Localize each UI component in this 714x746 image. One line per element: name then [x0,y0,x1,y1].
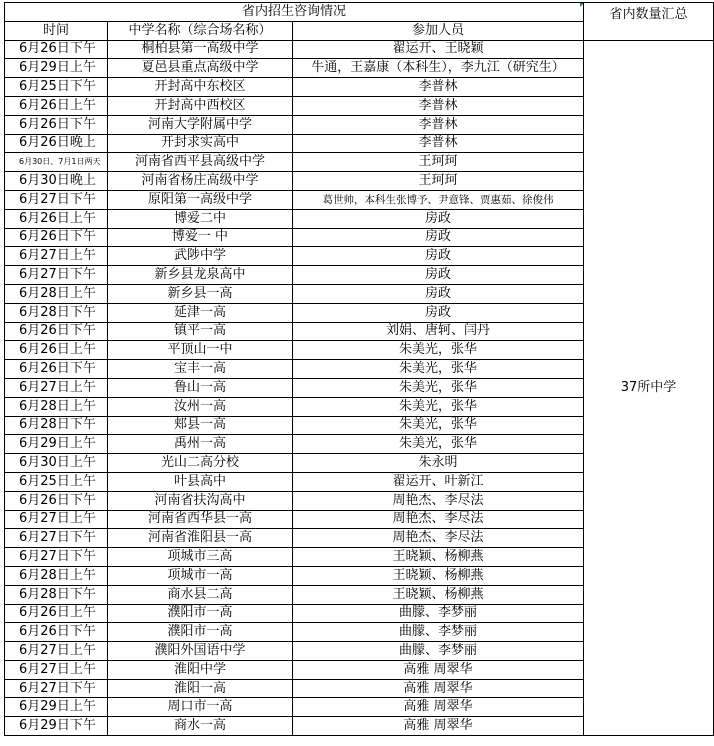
cell-people: 朱美光，张华 [293,341,584,360]
cell-time: 6月28日下午 [5,303,108,322]
cell-school: 汝州一高 [108,397,293,416]
cell-school: 濮阳外国语中学 [108,642,293,661]
cell-school: 博爱一 中 [108,228,293,247]
cell-people: 朱美光，张华 [293,378,584,397]
cell-time: 6月26日下午 [5,115,108,134]
cell-time: 6月26日上午 [5,96,108,115]
cell-time: 6月29日上午 [5,59,108,78]
cell-people: 周艳杰、李尽法 [293,491,584,510]
cell-people: 朱美光，张华 [293,435,584,454]
cell-people: 房政 [293,228,584,247]
cell-school: 原阳第一高级中学 [108,190,293,209]
cell-time: 6月27日上午 [5,378,108,397]
cell-time: 6月26日上午 [5,341,108,360]
cell-people: 李普林 [293,115,584,134]
cell-time: 6月28日上午 [5,566,108,585]
cell-school: 新乡县龙泉高中 [108,266,293,285]
cell-time: 6月27日下午 [5,190,108,209]
cell-school: 淮阳中学 [108,660,293,679]
header-people: 参加人员 [293,21,584,40]
cell-time: 6月29日上午 [5,435,108,454]
cell-school: 桐柏县第一高级中学 [108,40,293,59]
cell-school: 开封高中西校区 [108,96,293,115]
cell-people: 王珂珂 [293,172,584,191]
cell-school: 新乡县一高 [108,284,293,303]
cell-time: 6月27日上午 [5,510,108,529]
cell-people: 高雅 周翠华 [293,717,584,736]
cell-school: 郏县一高 [108,416,293,435]
cell-school: 濮阳市一高 [108,623,293,642]
cell-people: 周艳杰、李尽法 [293,510,584,529]
cell-people: 周艳杰、李尽法 [293,529,584,548]
cell-school: 淮阳一高 [108,679,293,698]
cell-people: 刘娟、唐轲、闫丹 [293,322,584,341]
cell-school: 商水一高 [108,717,293,736]
cell-time: 6月26日下午 [5,228,108,247]
cell-school: 河南省杨庄高级中学 [108,172,293,191]
cell-time: 6月27日下午 [5,266,108,285]
cell-time: 6月30日、7月1日两天 [5,153,108,172]
cell-people: 房政 [293,209,584,228]
cell-people: 王晓颖、杨柳燕 [293,585,584,604]
cell-time: 6月27日下午 [5,679,108,698]
summary-value: 37所中学 [584,40,714,735]
cell-school: 河南大学附属中学 [108,115,293,134]
cell-time: 6月26日下午 [5,360,108,379]
cell-people: 牛通，王嘉康（本科生），李九江（研究生） [293,59,584,78]
cell-school: 平顶山一中 [108,341,293,360]
cell-time: 6月29日下午 [5,717,108,736]
enrollment-table [4,2,714,736]
header-school: 中学名称（综合场名称） [108,21,293,40]
cell-people: 朱美光，张华 [293,360,584,379]
cell-time: 6月26日下午 [5,491,108,510]
cell-school: 博爱二中 [108,209,293,228]
cell-time: 6月28日上午 [5,397,108,416]
cell-time: 6月26日下午 [5,322,108,341]
summary-title: 省内数量汇总 [584,3,714,41]
cell-school: 武陟中学 [108,247,293,266]
cell-people: 房政 [293,266,584,285]
cell-school: 河南省扶沟高中 [108,491,293,510]
cell-people: 李普林 [293,78,584,97]
cell-school: 项城市三高 [108,548,293,567]
cell-time: 6月26日上午 [5,604,108,623]
cell-people: 房政 [293,303,584,322]
cell-time: 6月28日下午 [5,585,108,604]
cell-people: 房政 [293,247,584,266]
table-row [5,40,714,59]
cell-people: 翟运开、王晓颖 [293,40,584,59]
cell-school: 濮阳市一高 [108,604,293,623]
cell-people: 王晓颖、杨柳燕 [293,548,584,567]
cell-school: 光山二高分校 [108,454,293,473]
cell-people: 葛世帅，本科生张博予、尹意锋、贾惠茹、徐俊伟 [293,190,584,209]
cell-school: 河南省西华县一高 [108,510,293,529]
cell-school: 宝丰一高 [108,360,293,379]
title-row [5,3,714,22]
table-title: 省内招生咨询情况 [5,3,584,22]
cell-school: 夏邑县重点高级中学 [108,59,293,78]
cell-school: 商水县二高 [108,585,293,604]
cell-school: 周口市一高 [108,698,293,717]
cell-time: 6月27日上午 [5,642,108,661]
cell-school: 叶县高中 [108,472,293,491]
cell-time: 6月25日下午 [5,78,108,97]
cell-people: 翟运开、叶新江 [293,472,584,491]
cell-time: 6月28日下午 [5,416,108,435]
cell-time: 6月26日下午 [5,623,108,642]
cell-time: 6月28日上午 [5,284,108,303]
cell-time: 6月27日上午 [5,660,108,679]
cell-people: 朱美光，张华 [293,416,584,435]
cell-people: 李普林 [293,96,584,115]
cell-school: 镇平一高 [108,322,293,341]
cell-school: 禹州一高 [108,435,293,454]
header-time: 时间 [5,21,108,40]
cell-people: 高雅 周翠华 [293,660,584,679]
cell-school: 项城市一高 [108,566,293,585]
cell-people: 曲朦、李梦丽 [293,642,584,661]
cell-people: 曲朦、李梦丽 [293,604,584,623]
cell-people: 朱美光，张华 [293,397,584,416]
cell-school: 河南省西平县高级中学 [108,153,293,172]
cell-school: 河南省淮阳县一高 [108,529,293,548]
cell-time: 6月26日下午 [5,40,108,59]
cell-time: 6月30日上午 [5,454,108,473]
cell-people: 房政 [293,284,584,303]
cell-time: 6月25日上午 [5,472,108,491]
cell-school: 延津一高 [108,303,293,322]
cell-people: 朱永明 [293,454,584,473]
cell-time: 6月30日晚上 [5,172,108,191]
cell-people: 李普林 [293,134,584,153]
cell-time: 6月27日下午 [5,529,108,548]
cell-time: 6月29日上午 [5,698,108,717]
cell-school: 开封高中东校区 [108,78,293,97]
cell-school: 鲁山一高 [108,378,293,397]
cell-time: 6月27日上午 [5,247,108,266]
cell-people: 高雅 周翠华 [293,679,584,698]
cell-people: 曲朦、李梦丽 [293,623,584,642]
cell-people: 高雅 周翠华 [293,698,584,717]
cell-time: 6月27日下午 [5,548,108,567]
cell-time: 6月26日上午 [5,209,108,228]
cell-school: 开封求实高中 [108,134,293,153]
cell-time: 6月26日晚上 [5,134,108,153]
cell-people: 王晓颖、杨柳燕 [293,566,584,585]
cell-people: 王珂珂 [293,153,584,172]
